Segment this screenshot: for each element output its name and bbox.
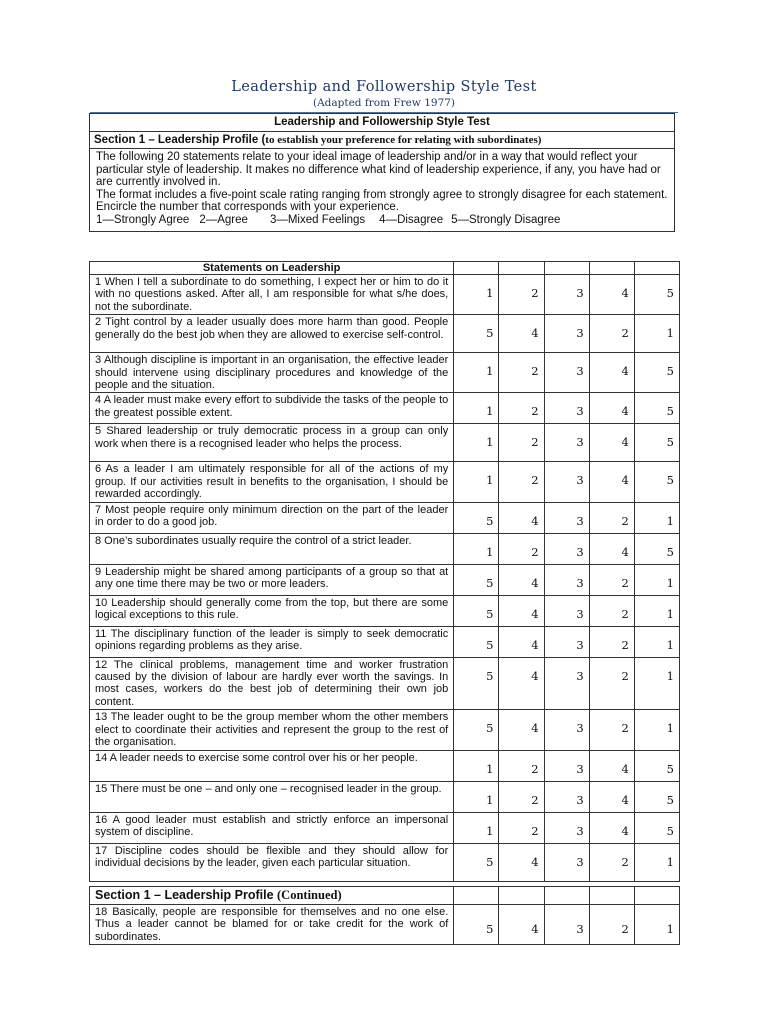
rating-option[interactable]: 1 xyxy=(634,657,679,710)
rating-option[interactable]: 5 xyxy=(634,462,679,502)
rating-option[interactable]: 4 xyxy=(499,710,544,750)
table-row xyxy=(90,502,680,533)
rating-option[interactable]: 4 xyxy=(499,502,544,533)
rating-option[interactable]: 1 xyxy=(634,315,679,353)
rating-option[interactable]: 4 xyxy=(499,626,544,657)
rating-option[interactable]: 5 xyxy=(454,595,499,626)
rating-option[interactable]: 4 xyxy=(499,843,544,881)
rating-option[interactable]: 2 xyxy=(589,502,634,533)
header-blank-cell xyxy=(589,887,634,905)
rating-option[interactable]: 1 xyxy=(454,750,499,781)
statement-text: 10 Leadership should generally come from the top, but there are some logical exceptions to this rule. xyxy=(90,595,454,626)
header-blank-cell xyxy=(634,262,679,275)
continued-section-heading xyxy=(90,887,454,905)
rating-option[interactable]: 5 xyxy=(454,905,499,945)
rating-option[interactable]: 3 xyxy=(544,812,589,843)
rating-option[interactable]: 2 xyxy=(589,626,634,657)
rating-scale-legend xyxy=(96,214,668,227)
rating-option[interactable]: 5 xyxy=(634,393,679,424)
rating-option[interactable]: 4 xyxy=(499,595,544,626)
rating-option[interactable]: 1 xyxy=(634,564,679,595)
rating-option[interactable]: 5 xyxy=(454,657,499,710)
rating-option[interactable]: 5 xyxy=(454,564,499,595)
intro-box-title: Leadership and Followership Style Test xyxy=(90,114,675,132)
rating-option[interactable]: 1 xyxy=(634,710,679,750)
rating-option[interactable]: 5 xyxy=(634,353,679,393)
table-row xyxy=(90,905,680,945)
table-row xyxy=(90,533,680,564)
rating-option[interactable]: 2 xyxy=(499,533,544,564)
rating-option[interactable]: 3 xyxy=(544,393,589,424)
statement-text: 4 A leader must make every effort to subdivide the tasks of the people to the greatest possible extent. xyxy=(90,393,454,424)
rating-option[interactable]: 1 xyxy=(454,424,499,462)
rating-option[interactable]: 3 xyxy=(544,843,589,881)
rating-option[interactable]: 3 xyxy=(544,905,589,945)
rating-option[interactable]: 5 xyxy=(454,843,499,881)
rating-option[interactable]: 5 xyxy=(634,424,679,462)
rating-option[interactable]: 2 xyxy=(589,905,634,945)
rating-option[interactable]: 5 xyxy=(454,315,499,353)
table-row xyxy=(90,353,680,393)
scale-item-2: 2—Agree xyxy=(199,213,248,226)
rating-option[interactable]: 3 xyxy=(544,564,589,595)
rating-option[interactable]: 4 xyxy=(589,781,634,812)
rating-option[interactable]: 4 xyxy=(589,462,634,502)
section-note: to establish your preference for relating with subordinates) xyxy=(265,134,542,146)
rating-option[interactable]: 5 xyxy=(454,502,499,533)
rating-option[interactable]: 1 xyxy=(454,812,499,843)
rating-option[interactable]: 1 xyxy=(454,275,499,315)
table-row xyxy=(90,393,680,424)
rating-option[interactable]: 3 xyxy=(544,502,589,533)
rating-option[interactable]: 1 xyxy=(634,905,679,945)
rating-option[interactable]: 5 xyxy=(454,626,499,657)
statement-text: 7 Most people require only minimum direction on the part of the leader in order to do a good job. xyxy=(90,502,454,533)
statement-text: 8 One’s subordinates usually require the control of a strict leader. xyxy=(90,533,454,564)
rating-option[interactable]: 4 xyxy=(589,393,634,424)
statement-text: 5 Shared leadership or truly democratic process in a group can only work when there is a recognised leader who helps the process. xyxy=(90,424,454,462)
rating-option[interactable]: 3 xyxy=(544,750,589,781)
rating-option[interactable]: 1 xyxy=(454,462,499,502)
rating-option[interactable]: 4 xyxy=(589,424,634,462)
rating-option[interactable]: 2 xyxy=(589,315,634,353)
rating-option[interactable]: 2 xyxy=(499,393,544,424)
statement-text: 13 The leader ought to be the group member whom the other members elect to coordinate their activities and represent the group to the rest of the organisation. xyxy=(90,710,454,750)
table-row xyxy=(90,781,680,812)
section-label: Section 1 – Leadership Profile ( xyxy=(94,134,266,146)
page-subtitle: (Adapted from Frew 1977) xyxy=(312,97,456,109)
statement-text: 1 When I tell a subordinate to do something, I expect her or him to do it with no questions asked. After all, I am responsible for what s/he does, not the subordinate. xyxy=(90,275,454,315)
statement-text: 11 The disciplinary function of the leader is simply to seek democratic opinions regarding problems as they arise. xyxy=(90,626,454,657)
statement-text: 17 Discipline codes should be flexible and they should allow for individual decisions by the leader, given each particular situation. xyxy=(90,843,454,881)
header-blank-cell xyxy=(544,262,589,275)
rating-option[interactable]: 2 xyxy=(499,750,544,781)
rating-option[interactable]: 3 xyxy=(544,626,589,657)
header-blank-cell xyxy=(454,887,499,905)
rating-option[interactable]: 3 xyxy=(544,424,589,462)
scale-item-3: 3—Mixed Feelings xyxy=(269,213,366,226)
table-row xyxy=(90,750,680,781)
rating-option[interactable]: 5 xyxy=(634,781,679,812)
table-row xyxy=(90,626,680,657)
continued-section-label: Section 1 – Leadership Profile xyxy=(95,888,274,902)
statement-text: 18 Basically, people are responsible for themselves and no one else. Thus a leader cannot be blamed for or take credit for the work of subordinates. xyxy=(90,905,454,945)
rating-option[interactable]: 1 xyxy=(454,781,499,812)
header-blank-cell xyxy=(544,887,589,905)
rating-option[interactable]: 2 xyxy=(589,657,634,710)
table-row xyxy=(90,424,680,462)
header-blank-cell xyxy=(589,262,634,275)
rating-option[interactable]: 4 xyxy=(589,812,634,843)
rating-option[interactable]: 1 xyxy=(454,393,499,424)
header-blank-cell xyxy=(634,887,679,905)
scale-item-4: 4—Disagree xyxy=(379,213,444,226)
rating-option[interactable]: 4 xyxy=(589,353,634,393)
rating-option[interactable]: 1 xyxy=(634,626,679,657)
rating-option[interactable]: 2 xyxy=(589,595,634,626)
rating-option[interactable]: 1 xyxy=(634,595,679,626)
statement-text: 15 There must be one – and only one – recognised leader in the group. xyxy=(90,781,454,812)
statements-table-header xyxy=(90,262,680,275)
header-blank-cell xyxy=(454,262,499,275)
table-row xyxy=(90,564,680,595)
rating-option[interactable]: 1 xyxy=(634,843,679,881)
rating-option[interactable]: 2 xyxy=(499,353,544,393)
page-title: Leadership and Followership Style Test xyxy=(231,79,537,95)
continued-section-note: (Continued) xyxy=(277,888,342,902)
rating-option[interactable]: 4 xyxy=(499,315,544,353)
rating-option[interactable]: 5 xyxy=(634,812,679,843)
instructions-paragraph-2: The format includes a five-point scale rating ranging from strongly agree to strongly disagree for each statement. Encircle the number that corresponds with your experience. xyxy=(96,188,668,214)
intro-box xyxy=(89,113,675,232)
table-row xyxy=(90,843,680,881)
rating-option[interactable]: 3 xyxy=(544,595,589,626)
statement-text: 2 Tight control by a leader usually does more harm than good. People generally do the best job when they are allowed to exercise self-control. xyxy=(90,315,454,353)
continued-table-header xyxy=(90,887,680,905)
rating-option[interactable]: 5 xyxy=(634,533,679,564)
rating-option[interactable]: 3 xyxy=(544,353,589,393)
instructions-paragraph-1: The following 20 statements relate to your ideal image of leadership and/or in a way that would reflect your particular style of leadership. It makes no difference what kind of leadership experience, if any, you have had or are currently involved in. xyxy=(96,151,661,189)
rating-option[interactable]: 2 xyxy=(589,710,634,750)
header-blank-cell xyxy=(499,262,544,275)
rating-option[interactable]: 2 xyxy=(499,812,544,843)
rating-option[interactable]: 5 xyxy=(454,710,499,750)
rating-option[interactable]: 4 xyxy=(589,750,634,781)
rating-option[interactable]: 2 xyxy=(499,462,544,502)
statement-text: 9 Leadership might be shared among participants of a group so that at any one time there may be two or more leaders. xyxy=(90,564,454,595)
rating-option[interactable]: 1 xyxy=(454,533,499,564)
statement-text: 16 A good leader must establish and strictly enforce an impersonal system of discipline. xyxy=(90,812,454,843)
statements-table xyxy=(89,261,680,882)
table-row xyxy=(90,710,680,750)
rating-option[interactable]: 3 xyxy=(544,657,589,710)
table-row xyxy=(90,275,680,315)
continued-table xyxy=(89,886,680,945)
rating-option[interactable]: 3 xyxy=(544,315,589,353)
rating-option[interactable]: 4 xyxy=(589,533,634,564)
scale-item-5: 5—Strongly Disagree xyxy=(451,213,561,226)
table-row xyxy=(90,315,680,353)
rating-option[interactable]: 2 xyxy=(499,424,544,462)
rating-option[interactable]: 1 xyxy=(634,502,679,533)
statement-text: 6 As a leader I am ultimately responsible for all of the actions of my group. If our activities result in benefits to the organisation, I should be rewarded accordingly. xyxy=(90,462,454,502)
rating-option[interactable]: 5 xyxy=(634,275,679,315)
intro-instructions xyxy=(90,149,675,232)
rating-option[interactable]: 4 xyxy=(499,657,544,710)
header-blank-cell xyxy=(499,887,544,905)
rating-option[interactable]: 2 xyxy=(499,275,544,315)
table-row xyxy=(90,812,680,843)
rating-option[interactable]: 4 xyxy=(589,275,634,315)
rating-option[interactable]: 2 xyxy=(589,843,634,881)
rating-option[interactable]: 4 xyxy=(499,564,544,595)
scale-item-1: 1—Strongly Agree xyxy=(96,213,190,226)
intro-section-heading xyxy=(90,132,675,149)
table-row xyxy=(90,595,680,626)
rating-option[interactable]: 3 xyxy=(544,275,589,315)
table-row xyxy=(90,657,680,710)
rating-option[interactable]: 3 xyxy=(544,710,589,750)
statement-text: 14 A leader needs to exercise some control over his or her people. xyxy=(90,750,454,781)
rating-option[interactable]: 1 xyxy=(454,353,499,393)
statements-header: Statements on Leadership xyxy=(90,262,454,275)
rating-option[interactable]: 3 xyxy=(544,781,589,812)
rating-option[interactable]: 3 xyxy=(544,462,589,502)
table-row xyxy=(90,462,680,502)
statement-text: 3 Although discipline is important in an organisation, the effective leader should intervene using disciplinary procedures and knowledge of the people and the situation. xyxy=(90,353,454,393)
rating-option[interactable]: 3 xyxy=(544,533,589,564)
rating-option[interactable]: 2 xyxy=(589,564,634,595)
rating-option[interactable]: 4 xyxy=(499,905,544,945)
rating-option[interactable]: 2 xyxy=(499,781,544,812)
statement-text: 12 The clinical problems, management time and worker frustration caused by the division of labour are hardly ever worth the savings. In most cases, workers do the best job of determining their own job content. xyxy=(90,657,454,710)
rating-option[interactable]: 5 xyxy=(634,750,679,781)
